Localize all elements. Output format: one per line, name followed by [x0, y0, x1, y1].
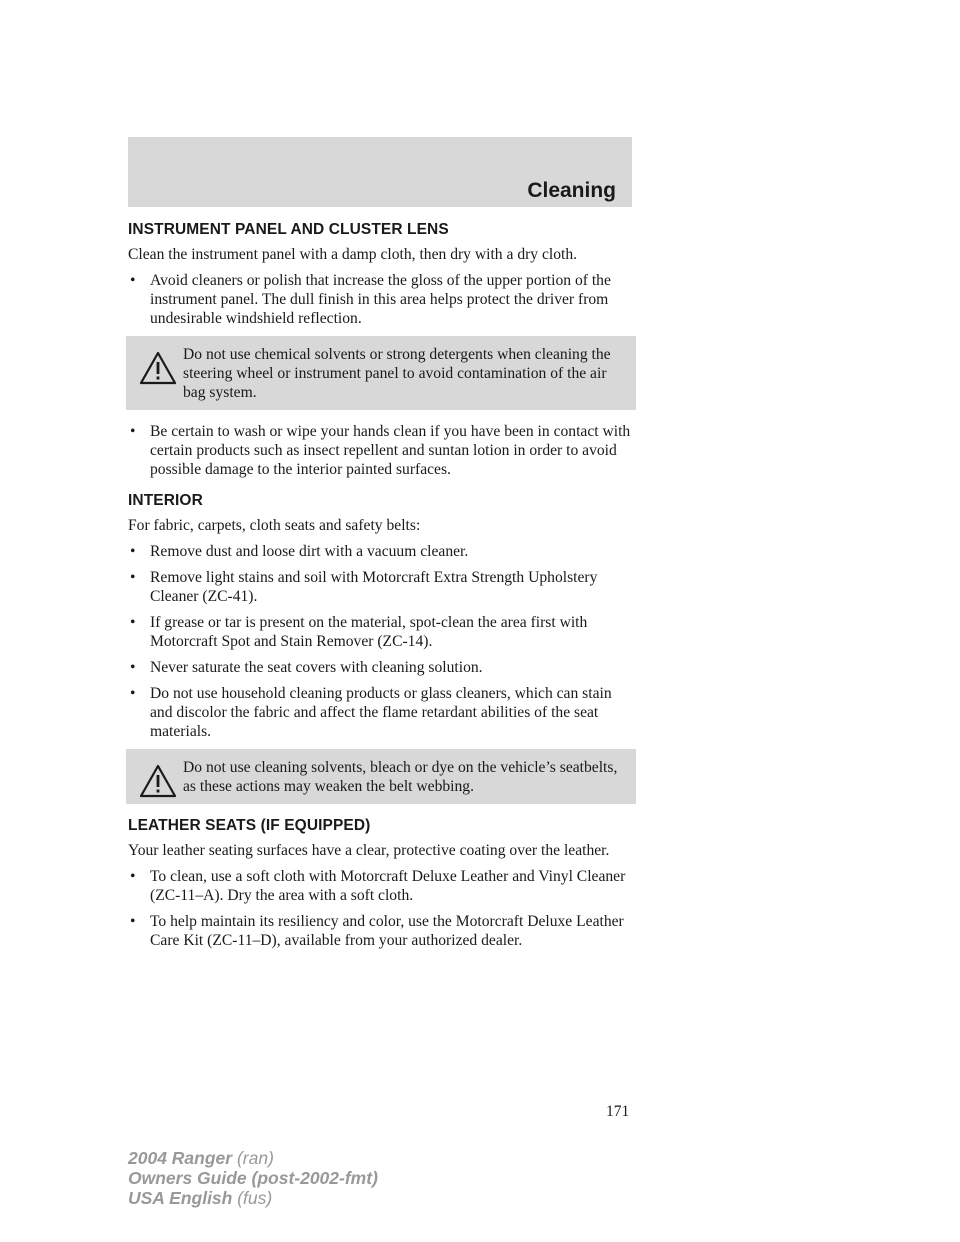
warning-text: Do not use chemical solvents or strong detergents when cleaning the steering wheel or instrument panel to avoid contamination of the air bag system. — [183, 346, 611, 401]
instrument-bullets — [128, 271, 634, 328]
footer-language-code: (fus) — [237, 1188, 273, 1208]
bullet-glyph: • — [130, 685, 136, 702]
list-item — [128, 684, 634, 741]
list-item-text: Avoid cleaners or polish that increase the gloss of the upper portion of the instrument panel. The dull finish in this area helps protect the driver from undesirable windshield reflection. — [150, 272, 611, 327]
bullet-glyph: • — [130, 543, 136, 560]
page-number: 171 — [606, 1103, 630, 1120]
page-content — [128, 220, 634, 957]
list-item — [128, 867, 634, 905]
document-footer — [128, 1148, 378, 1208]
list-item — [128, 912, 634, 950]
warning-text: Do not use cleaning solvents, bleach or dye on the vehicle’s seatbelts, as these actions may weaken the belt webbing. — [183, 759, 618, 795]
list-item-text: To help maintain its resiliency and color, use the Motorcraft Deluxe Leather Care Kit (ZC-11–D), available from your authorized dealer. — [150, 913, 624, 949]
bullet-glyph: • — [130, 913, 136, 930]
list-item-text: Remove light stains and soil with Motorcraft Extra Strength Upholstery Cleaner (ZC-41). — [150, 569, 598, 605]
footer-model: 2004 Ranger — [128, 1148, 233, 1168]
list-item-text: To clean, use a soft cloth with Motorcraft Deluxe Leather and Vinyl Cleaner (ZC-11–A). Dry the area with a soft cloth. — [150, 868, 626, 904]
bullet-glyph: • — [130, 659, 136, 676]
list-item — [128, 271, 634, 328]
list-item-text: If grease or tar is present on the material, spot-clean the area first with Motorcraft Spot and Stain Remover (ZC-14). — [150, 614, 588, 650]
heading-instrument-panel: INSTRUMENT PANEL AND CLUSTER LENS — [128, 221, 449, 238]
footer-line-1 — [128, 1148, 378, 1168]
heading-leather-seats: LEATHER SEATS (IF EQUIPPED) — [128, 817, 371, 834]
list-item — [128, 658, 634, 677]
section-header-band — [128, 137, 632, 207]
bullet-glyph: • — [130, 423, 136, 440]
footer-line-2 — [128, 1168, 378, 1188]
warning-triangle-icon — [139, 351, 177, 385]
list-item — [128, 542, 634, 561]
footer-line-3 — [128, 1188, 378, 1208]
bullet-glyph: • — [130, 614, 136, 631]
bullet-glyph: • — [130, 868, 136, 885]
warning-box-seatbelts — [126, 749, 636, 804]
heading-interior: INTERIOR — [128, 492, 203, 509]
list-item-text: Remove dust and loose dirt with a vacuum cleaner. — [150, 543, 469, 560]
warning-triangle-icon — [139, 764, 177, 798]
footer-model-code: (ran) — [236, 1148, 274, 1168]
list-item-text: Never saturate the seat covers with cleaning solution. — [150, 659, 483, 676]
warning-box-airbag — [126, 336, 636, 410]
list-item — [128, 568, 634, 606]
section-title: Cleaning — [527, 179, 616, 202]
leather-bullets — [128, 867, 634, 950]
bullet-glyph: • — [130, 272, 136, 289]
interior-intro: For fabric, carpets, cloth seats and safety belts: — [128, 517, 421, 534]
instrument-intro: Clean the instrument panel with a damp cloth, then dry with a dry cloth. — [128, 246, 578, 263]
list-item-text: Be certain to wash or wipe your hands clean if you have been in contact with certain products such as insect repellent and suntan lotion in order to avoid possible damage to the interior painted surfaces. — [150, 423, 631, 478]
footer-language: USA English — [128, 1188, 233, 1208]
list-item — [128, 422, 634, 479]
interior-bullets — [128, 542, 634, 741]
list-item — [128, 613, 634, 651]
list-item-text: Do not use household cleaning products or glass cleaners, which can stain and discolor the fabric and affect the flame retardant abilities of the seat materials. — [150, 685, 612, 740]
bullet-glyph: • — [130, 569, 136, 586]
leather-intro: Your leather seating surfaces have a clear, protective coating over the leather. — [128, 842, 610, 859]
footer-guide: Owners Guide (post-2002-fmt) — [128, 1168, 378, 1188]
instrument-bullets-2 — [128, 422, 634, 479]
